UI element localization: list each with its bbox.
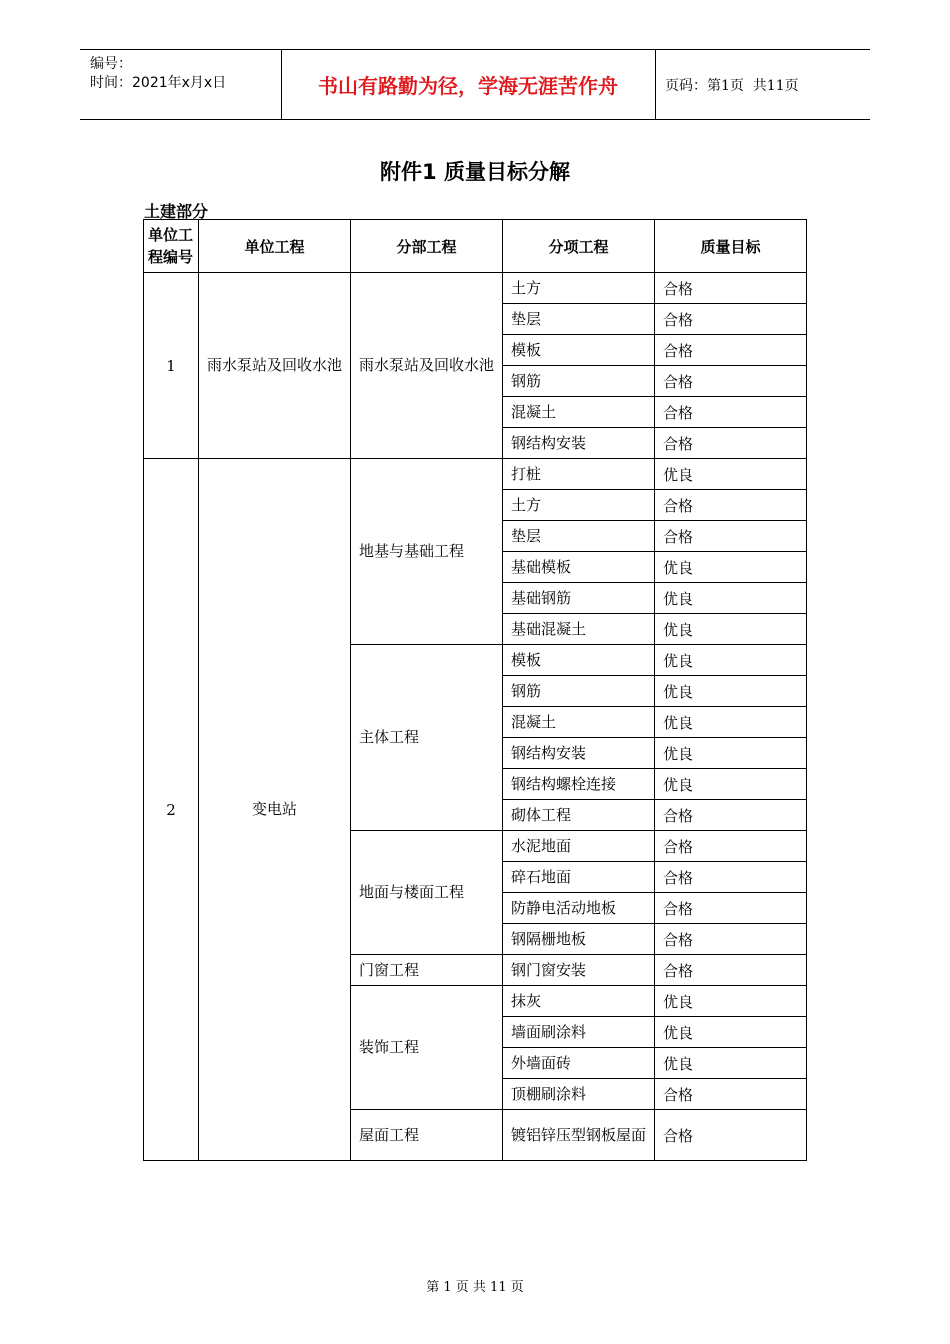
quality-table xyxy=(143,219,807,1161)
item-cell: 土方 xyxy=(503,273,655,304)
division-cell: 屋面工程 xyxy=(351,1110,503,1161)
goal-cell: 优良 xyxy=(655,645,807,676)
unit-number-cell: 1 xyxy=(144,273,199,459)
item-cell: 土方 xyxy=(503,490,655,521)
item-cell: 钢门窗安装 xyxy=(503,955,655,986)
header-motto: 书山有路勤为径，学海无涯苦作舟 xyxy=(318,74,618,98)
goal-cell: 合格 xyxy=(655,304,807,335)
goal-cell: 优良 xyxy=(655,986,807,1017)
division-cell: 主体工程 xyxy=(351,645,503,831)
item-cell: 水泥地面 xyxy=(503,831,655,862)
item-cell: 混凝土 xyxy=(503,397,655,428)
section-heading: 土建部分 xyxy=(144,202,209,221)
item-cell: 外墙面砖 xyxy=(503,1048,655,1079)
division-cell: 门窗工程 xyxy=(351,955,503,986)
column-header: 单位工程 xyxy=(199,220,351,273)
item-cell: 防静电活动地板 xyxy=(503,893,655,924)
goal-cell: 优良 xyxy=(655,676,807,707)
item-cell: 墙面刷涂料 xyxy=(503,1017,655,1048)
table-header-row xyxy=(144,220,807,273)
table-row xyxy=(144,273,807,304)
table-row xyxy=(144,459,807,490)
division-cell: 装饰工程 xyxy=(351,986,503,1110)
goal-cell: 优良 xyxy=(655,614,807,645)
header-divider xyxy=(655,50,656,119)
column-header: 质量目标 xyxy=(655,220,807,273)
goal-cell: 合格 xyxy=(655,397,807,428)
goal-cell: 合格 xyxy=(655,1110,807,1161)
item-cell: 打桩 xyxy=(503,459,655,490)
item-cell: 基础混凝土 xyxy=(503,614,655,645)
goal-cell: 合格 xyxy=(655,893,807,924)
column-header: 分项工程 xyxy=(503,220,655,273)
item-cell: 钢结构安装 xyxy=(503,738,655,769)
item-cell: 碎石地面 xyxy=(503,862,655,893)
item-cell: 模板 xyxy=(503,335,655,366)
goal-cell: 合格 xyxy=(655,335,807,366)
goal-cell: 合格 xyxy=(655,831,807,862)
item-cell: 混凝土 xyxy=(503,707,655,738)
goal-cell: 优良 xyxy=(655,552,807,583)
item-cell: 钢隔栅地板 xyxy=(503,924,655,955)
goal-cell: 合格 xyxy=(655,924,807,955)
goal-cell: 优良 xyxy=(655,583,807,614)
goal-cell: 合格 xyxy=(655,490,807,521)
item-cell: 钢结构安装 xyxy=(503,428,655,459)
goal-cell: 合格 xyxy=(655,955,807,986)
item-cell: 镀铝锌压型钢板屋面 xyxy=(503,1110,655,1161)
goal-cell: 合格 xyxy=(655,366,807,397)
page-header xyxy=(80,49,870,120)
division-cell: 雨水泵站及回收水池 xyxy=(351,273,503,459)
page-footer: 第 1 页 共 11 页 xyxy=(426,1280,524,1295)
goal-cell: 合格 xyxy=(655,862,807,893)
goal-cell: 优良 xyxy=(655,707,807,738)
column-header: 分部工程 xyxy=(351,220,503,273)
time-label: 时间：2021年x月x日 xyxy=(90,75,227,91)
goal-cell: 优良 xyxy=(655,1048,807,1079)
item-cell: 基础模板 xyxy=(503,552,655,583)
item-cell: 基础钢筋 xyxy=(503,583,655,614)
unit-name-cell: 变电站 xyxy=(199,459,351,1161)
goal-cell: 合格 xyxy=(655,1079,807,1110)
unit-name-cell: 雨水泵站及回收水池 xyxy=(199,273,351,459)
item-cell: 钢筋 xyxy=(503,366,655,397)
header-meta xyxy=(90,55,226,93)
item-cell: 钢结构螺栓连接 xyxy=(503,769,655,800)
goal-cell: 合格 xyxy=(655,800,807,831)
document-title: 附件1 质量目标分解 xyxy=(380,160,570,184)
number-label: 编号： xyxy=(90,56,132,72)
item-cell: 砌体工程 xyxy=(503,800,655,831)
division-cell: 地面与楼面工程 xyxy=(351,831,503,955)
goal-cell: 优良 xyxy=(655,459,807,490)
goal-cell: 合格 xyxy=(655,273,807,304)
item-cell: 抹灰 xyxy=(503,986,655,1017)
goal-cell: 合格 xyxy=(655,521,807,552)
item-cell: 钢筋 xyxy=(503,676,655,707)
table-body xyxy=(144,273,807,1161)
item-cell: 垫层 xyxy=(503,304,655,335)
item-cell: 垫层 xyxy=(503,521,655,552)
division-cell: 地基与基础工程 xyxy=(351,459,503,645)
goal-cell: 优良 xyxy=(655,738,807,769)
item-cell: 模板 xyxy=(503,645,655,676)
unit-number-cell: 2 xyxy=(144,459,199,1161)
column-header: 单位工程编号 xyxy=(144,220,199,273)
goal-cell: 合格 xyxy=(655,428,807,459)
goal-cell: 优良 xyxy=(655,769,807,800)
page-number: 页码：第1页 共11页 xyxy=(665,77,799,94)
item-cell: 顶棚刷涂料 xyxy=(503,1079,655,1110)
goal-cell: 优良 xyxy=(655,1017,807,1048)
